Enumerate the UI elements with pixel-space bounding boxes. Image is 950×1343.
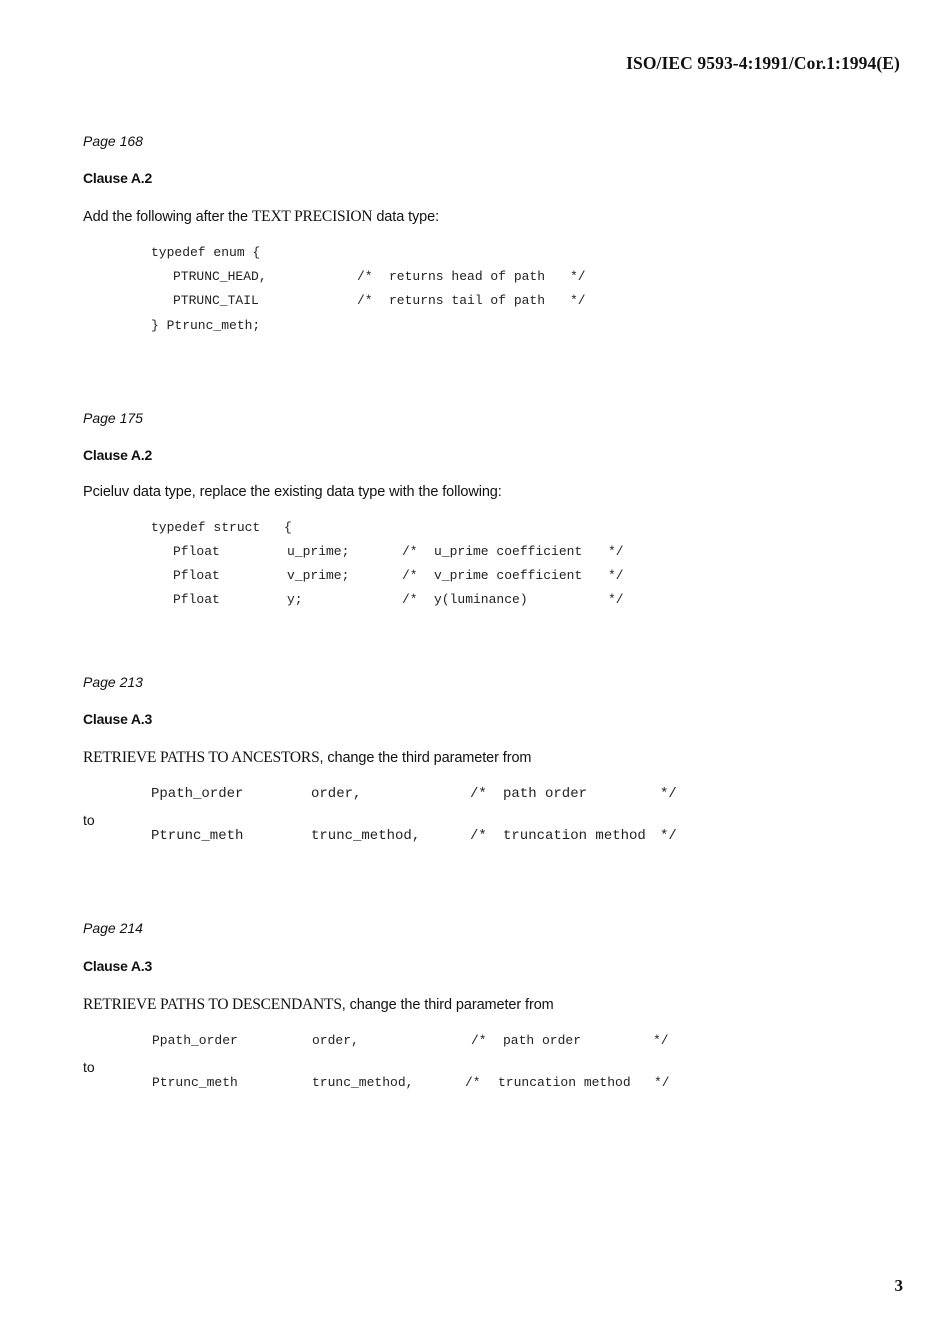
clause-heading: Clause A.2 [83, 170, 153, 186]
code-comment-open: /* [402, 544, 418, 559]
code-type: Pfloat [173, 592, 220, 607]
instruction-text [83, 749, 531, 767]
code-comment-open: /* [470, 786, 487, 802]
code-comment-close: */ [654, 1075, 670, 1090]
instruction-prefix: Add the following after the [83, 209, 252, 225]
code-comment-open: /* [465, 1075, 481, 1090]
instruction-suffix: , change the third parameter from [319, 750, 532, 766]
code-comment: u_prime coefficient [434, 544, 583, 559]
code-comment: y(luminance) [434, 592, 528, 607]
code-field: u_prime; [287, 544, 350, 559]
code-comment-close: */ [608, 592, 624, 607]
code-comment-close: */ [608, 544, 624, 559]
code-comment-open: /* [402, 592, 418, 607]
instruction-term: TEXT PRECISION [251, 208, 373, 225]
code-field: v_prime; [287, 568, 350, 583]
clause-heading: Clause A.3 [83, 958, 153, 974]
code-comment: returns tail of path [389, 293, 546, 308]
code-token: PTRUNC_TAIL [173, 293, 259, 308]
page-reference: Page 214 [83, 920, 143, 936]
code-type: Ptrunc_meth [152, 1075, 238, 1090]
instruction-text: Pcieluv data type, replace the existing data type with the following: [83, 484, 502, 500]
code-comment-open: /* [402, 568, 418, 583]
code-type: Ptrunc_meth [151, 828, 244, 844]
code-token: typedef struct [151, 520, 261, 535]
code-line: } Ptrunc_meth; [151, 318, 261, 333]
code-comment-close: */ [570, 269, 586, 284]
instruction-text [83, 996, 554, 1014]
page-reference: Page 168 [83, 133, 143, 149]
code-type: Pfloat [173, 568, 220, 583]
code-comment-close: */ [570, 293, 586, 308]
code-comment-open: /* [471, 1033, 487, 1048]
to-label: to [83, 1059, 95, 1075]
code-brace: { [284, 520, 292, 535]
code-token: PTRUNC_HEAD, [173, 269, 267, 284]
code-type: Ppath_order [152, 1033, 238, 1048]
code-comment-open: /* [357, 293, 373, 308]
code-comment: path order [503, 786, 588, 802]
code-comment: truncation method [498, 1075, 631, 1090]
code-field: order, [312, 1033, 359, 1048]
code-field: trunc_method, [311, 828, 421, 844]
code-comment-close: */ [608, 568, 624, 583]
instruction-term: RETRIEVE PATHS TO DESCENDANTS [83, 996, 342, 1013]
code-comment-open: /* [470, 828, 487, 844]
clause-heading: Clause A.3 [83, 711, 153, 727]
code-comment: returns head of path [389, 269, 546, 284]
instruction-text [83, 208, 439, 226]
code-type: Pfloat [173, 544, 220, 559]
code-comment-close: */ [660, 786, 677, 802]
code-comment: path order [503, 1033, 582, 1048]
code-line: typedef enum { [151, 245, 261, 260]
document-header: ISO/IEC 9593-4:1991/Cor.1:1994(E) [626, 53, 900, 73]
instruction-term: RETRIEVE PATHS TO ANCESTORS [83, 749, 320, 766]
code-comment: v_prime coefficient [434, 568, 583, 583]
code-comment-open: /* [357, 269, 373, 284]
code-comment-close: */ [660, 828, 677, 844]
code-field: y; [287, 592, 303, 607]
code-field: trunc_method, [312, 1075, 414, 1090]
page-reference: Page 213 [83, 674, 143, 690]
code-comment: truncation method [503, 828, 646, 844]
to-label: to [83, 812, 95, 828]
code-type: Ppath_order [151, 786, 244, 802]
code-comment-close: */ [653, 1033, 669, 1048]
page-reference: Page 175 [83, 410, 143, 426]
instruction-suffix: data type: [372, 209, 440, 225]
code-field: order, [311, 786, 362, 802]
instruction-suffix: , change the third parameter from [341, 997, 554, 1013]
clause-heading: Clause A.2 [83, 447, 153, 463]
page-number: 3 [894, 1276, 903, 1295]
